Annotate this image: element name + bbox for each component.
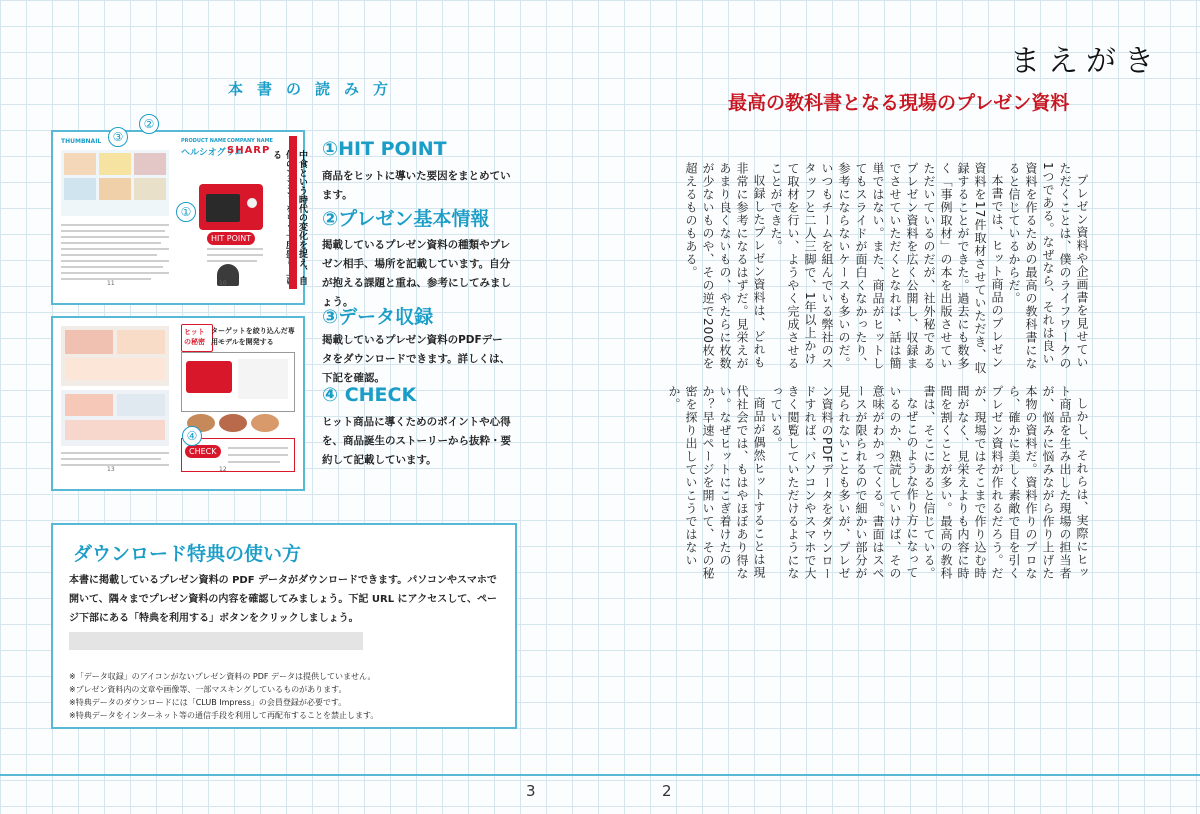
thumb1-page-left: 11 — [107, 280, 115, 287]
section-body-data: 掲載しているプレゼン資料のPDFデータをダウンロードできます。詳しくは、下記を確認。 — [322, 334, 511, 384]
marker-1: ① — [176, 202, 196, 222]
guide-title: 本書の読み方 — [227, 80, 402, 98]
page-number-left: 3 — [526, 782, 536, 800]
section-body-presentation-info: 掲載しているプレゼン資料の種類やプレゼン相手、場所を記載しています。自分が抱える課題と重ね、参考にしてみましょう。 — [322, 239, 511, 308]
thumb2-right-page — [179, 322, 297, 475]
download-box — [51, 523, 517, 729]
oven-image — [199, 184, 263, 230]
footer-rule — [0, 774, 1200, 776]
section-body-check: ヒット商品に導くためのポイントや心得を、商品誕生のストーリーから抜粋・要約して記載しています。 — [322, 416, 511, 466]
product-name-label: PRODUCT NAME — [181, 138, 227, 144]
thumbnail-grid — [61, 150, 169, 216]
sample-spread-thumbnail-2 — [51, 316, 305, 491]
thumb1-page-right: 10 — [219, 280, 227, 287]
download-body: 本書に掲載しているプレゼン資料の PDF データがダウンロードできます。パソコンやスマホで開いて、隅々までプレゼン資料の内容を確認してみましょう。下記 URL にアクセスして、ページ下部にある「特典を利用する」ボタンをクリックしましょう。 — [69, 575, 498, 624]
paragraph: プレゼン資料や企画書を見せていただくことは、僕のライフワークの1つである。なぜなら、それは良い資料を作るための最高の教科書になると信じているからだ。 — [1007, 162, 1089, 370]
section-body-hit-point: 商品をヒットに導いた要因をまとめています。 — [322, 170, 511, 201]
thumb1-left-page — [57, 136, 173, 289]
marker-3: ③ — [108, 127, 128, 147]
thumbnail-label: THUMBNAIL — [61, 138, 102, 145]
preface-text-upper — [684, 162, 1090, 377]
preface-subtitle: 最高の教科書となる現場のプレゼン資料 — [728, 92, 1070, 114]
hit-point-tag: HIT POINT — [207, 232, 255, 245]
target-callout: ターゲットを絞り込んだ専用モデルを開発する — [211, 327, 295, 346]
company-name-label: COMPANY NAME — [227, 138, 273, 144]
marker-4: ④ — [182, 426, 202, 446]
vertical-headline: 中食という時代の変化を捉え、自 る — [271, 150, 307, 285]
slide-image — [61, 326, 169, 386]
page-number-right: 2 — [662, 782, 672, 800]
marker-2: ② — [139, 114, 159, 134]
note-item: ※プレゼン資料内の文章や画像等、一部マスキングしているものがあります。 — [69, 685, 347, 694]
note-item: ※「データ収録」のアイコンがないプレゼン資料の PDF データは提供していません。 — [69, 672, 376, 681]
slide-diagram — [181, 352, 295, 412]
paragraph: しかし、それらは、実際にヒット商品を生み出した現場の担当者が、悩みに悩みながら作り上げた本物の資料だ。資料作りのプロなら、確かに美しく素敵で目を引くプレゼン資料が作れるだろう。だが、現場ではそこまで作り込む時間がなく、見栄えよりも内容に時間を割くことが多い。最高の教科書は、そこにあると信じている。 — [922, 385, 1089, 580]
thumb2-page-left: 13 — [107, 466, 115, 473]
download-heading: ダウンロード特典の使い方 — [73, 543, 302, 565]
paragraph: なぜこのような作り方になっているのか、熟読していけば、その意味がわかってくる。書面はスペースが限られるので細かい部分が見られないことも多いが、プレゼン資料のPDFデータをダウンロードすれば、パソコンやスマホで大きく閲覧していただけるようになっている。 — [769, 385, 919, 581]
preface-title: まえがき — [1010, 44, 1162, 79]
brand-logo: SHARP — [227, 145, 271, 156]
red-side-bar — [289, 136, 297, 289]
section-heading-presentation-info: ②プレゼン基本情報 — [322, 208, 490, 230]
section-heading-data: ③データ収録 — [322, 306, 434, 328]
paragraph: 収録したプレゼン資料は、どれも非常に参考になるはずだ。見栄えがあまり良くないもの、やたらに枚数が少ないものや、その逆で200枚を超えるものもある。 — [684, 162, 766, 370]
note-item: ※特典データをインターネット等の通信手段を利用して再配布することを禁止します。 — [69, 711, 379, 720]
preface-text-lower — [667, 385, 1090, 590]
thumb2-page-right: 12 — [219, 466, 227, 473]
download-url-placeholder[interactable] — [69, 632, 363, 650]
secret-badge: ヒットの秘密 — [181, 324, 213, 352]
thumb2-left-page — [57, 322, 173, 475]
note-item: ※特典データのダウンロードには「CLUB Impress」の会員登録が必要です。 — [69, 698, 347, 707]
product-title: ヘルシオグリエ — [181, 148, 244, 158]
section-heading-hit-point: ①HIT POINT — [322, 138, 447, 160]
download-notes — [69, 670, 505, 722]
check-label: CHECK — [185, 445, 221, 458]
paragraph: 本書では、ヒット商品のプレゼン資料を17件取材させていただき、収録することができた。過去にも数多く「事例取材」の本を出版させていただいているのだが、社外秘であるプレゼン資料を広く公開し、収録までさせていただくとなれば、話は簡単ではない。また、商品がヒットしてもスライドが面白くなかったり、参考にならないケースも多いのだ。いつもチームを組んでいる弊社のスタッフと二人三脚で、1年以上かけて取材を行い、ようやく完成させることができた。 — [769, 162, 1004, 375]
section-heading-check: ④ CHECK — [322, 384, 417, 406]
thumb1-right-page — [179, 136, 307, 289]
paragraph: 商品が偶然ヒットすることは現代社会では、もはやほぼあり得ない。なぜヒットにこぎ着けたのか？早速ページを開いて、その秘密を探り出していこうではないか。 — [667, 385, 766, 580]
